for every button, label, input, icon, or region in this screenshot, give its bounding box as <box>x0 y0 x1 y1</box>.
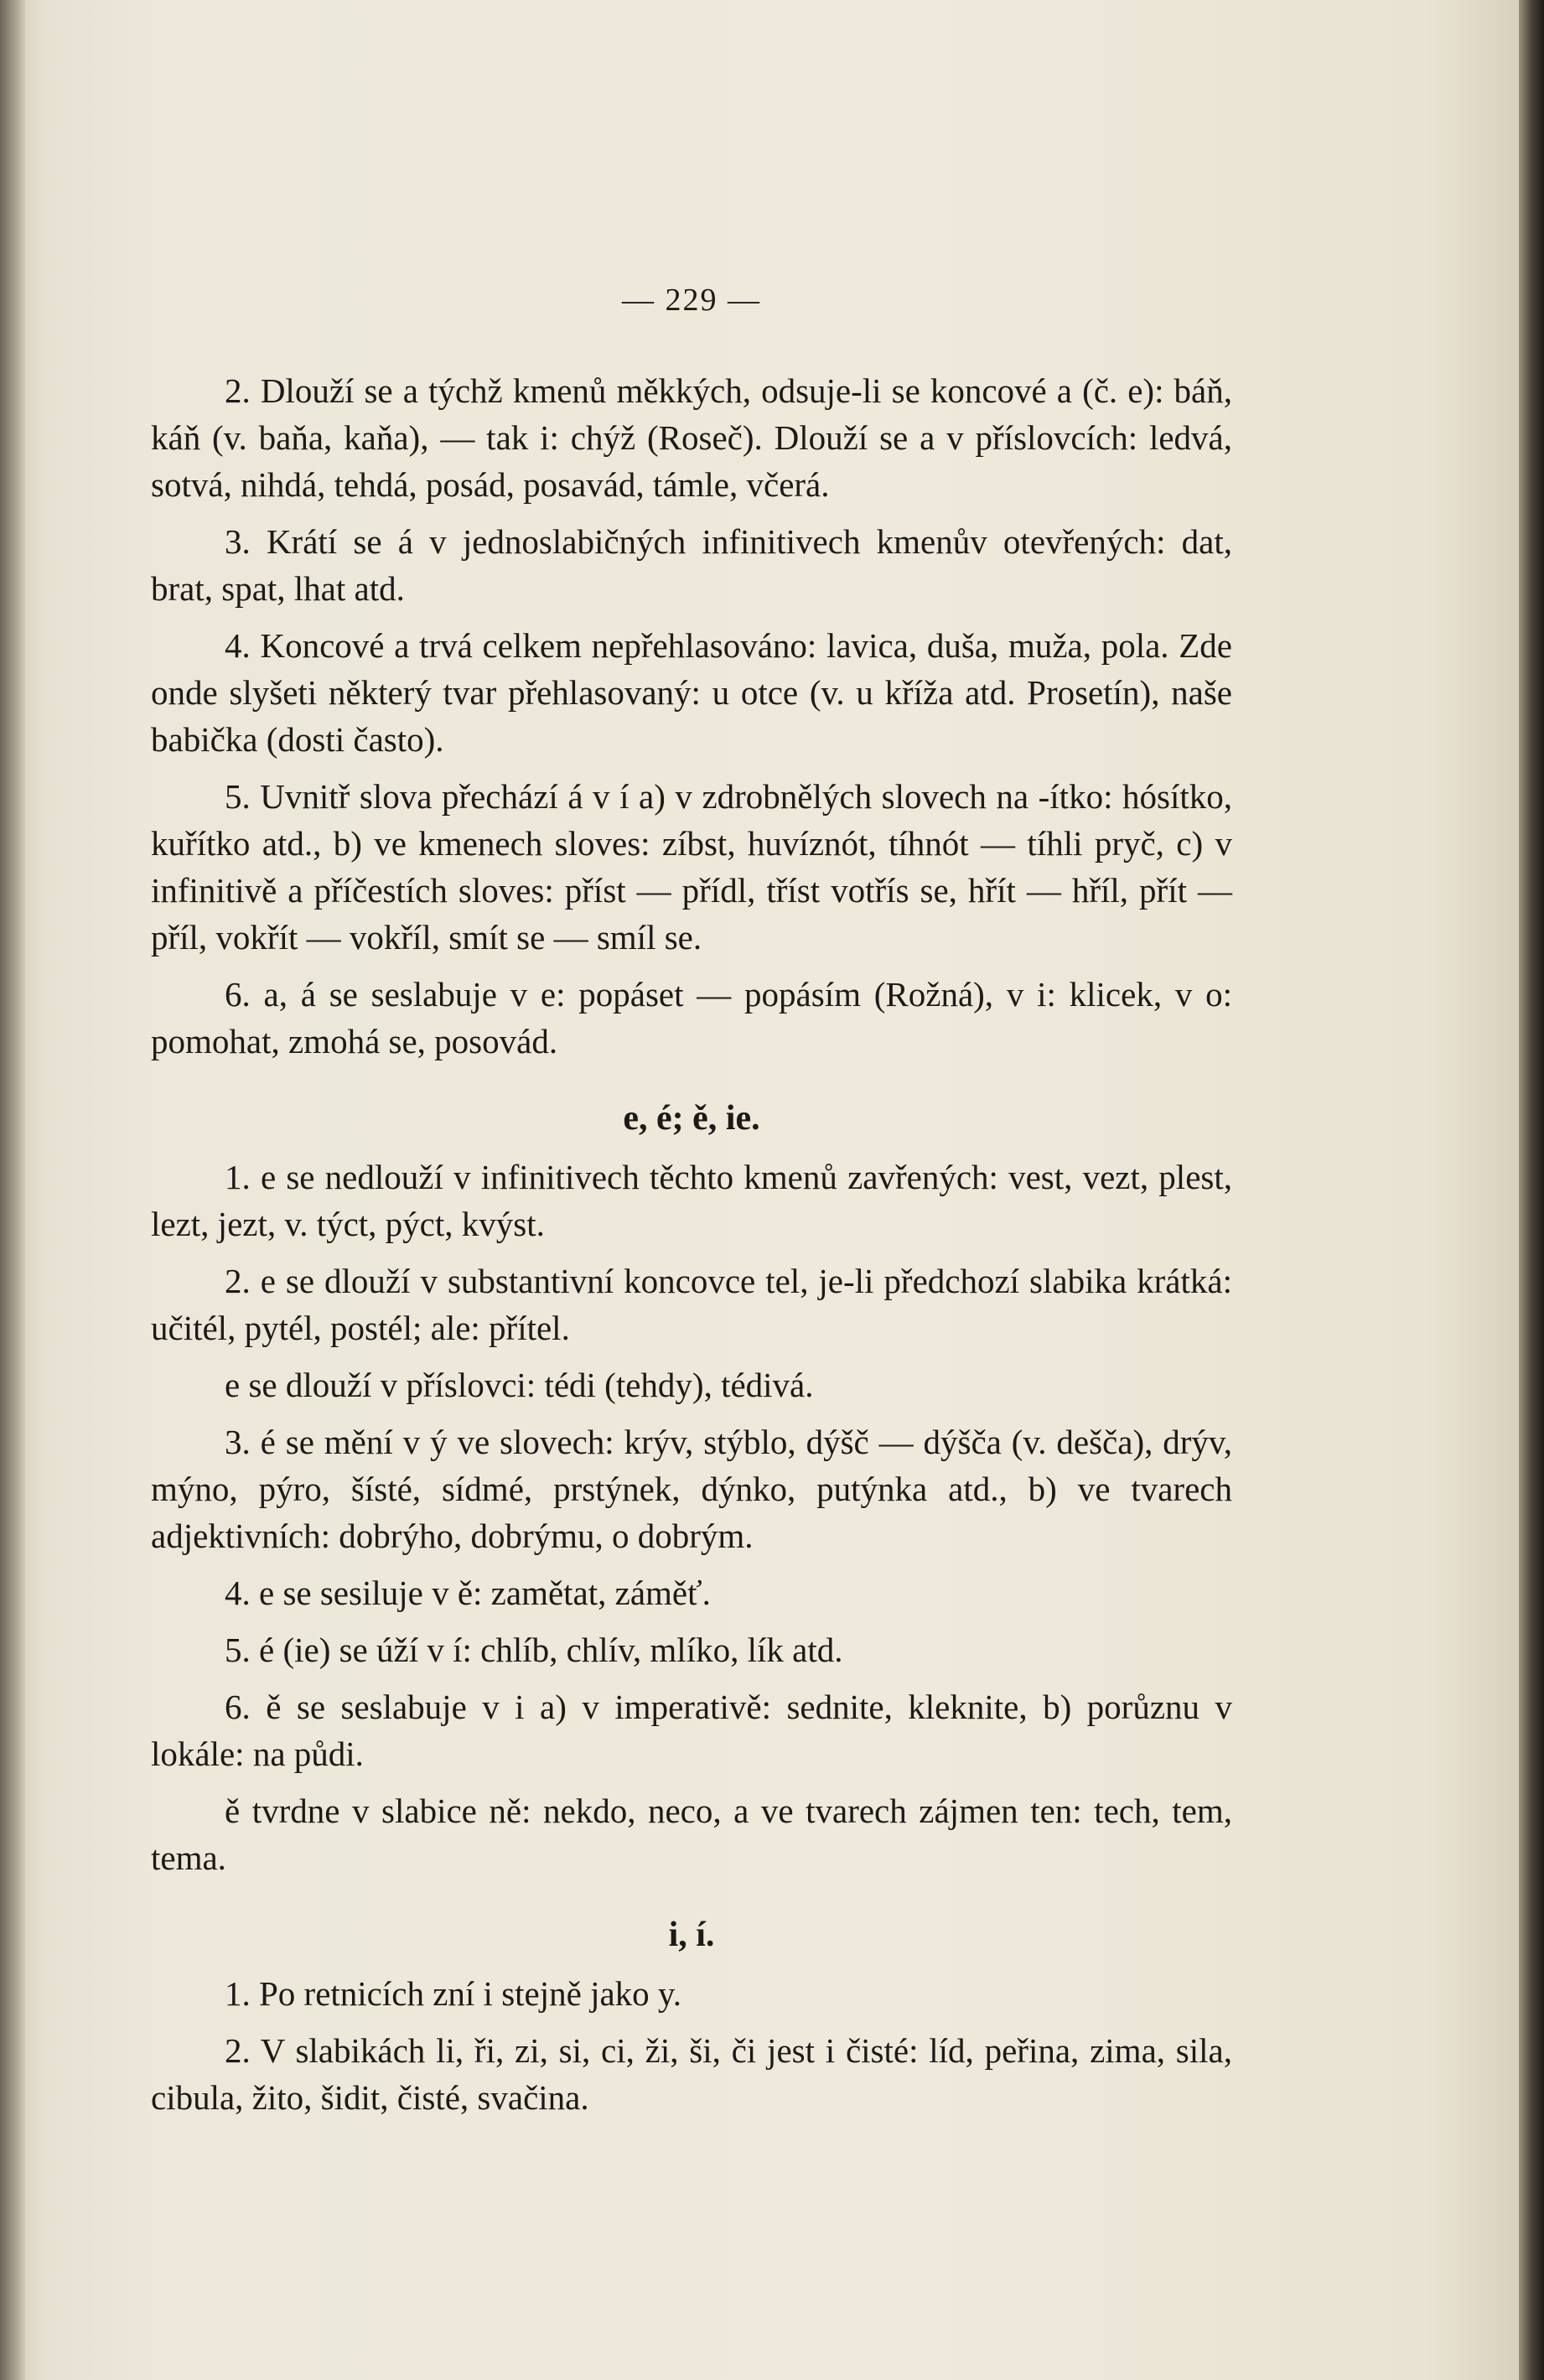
paragraph-e-5: 5. é (ie) se úží v í: chlíb, chlív, mlíko, lík atd. <box>225 1631 843 1669</box>
paragraph-a-6: 6. a, á se seslabuje v e: popáset — popásím (Rožná), v i: klicek, v o: pomohat, zmohá se, posovád. <box>151 975 1232 1060</box>
paragraph-e-6: 6. ě se seslabuje v i a) v imperativě: sednite, kleknite, b) porůznu v lokále: na půdi. <box>151 1688 1232 1773</box>
paragraph-e-2: 2. e se dlouží v substantivní koncovce tel, je-li předchozí slabika krátká: učitél, pytél, postél; ale: přítel. <box>151 1262 1232 1347</box>
section-a <box>151 367 1232 1065</box>
section-i <box>151 1911 1232 2121</box>
page-binding <box>0 0 25 2380</box>
paragraph-i-1: 1. Po retnicích zní i stejně jako y. <box>225 1974 682 2013</box>
paragraph-e-1: 1. e se nedlouží v infinitivech těchto kmenů zavřených: vest, vezt, plest, lezt, jezt, v. týct, pýct, kvýst. <box>151 1158 1232 1243</box>
section-heading-e: e, é; ě, ie. <box>623 1099 760 1138</box>
page-text <box>151 277 1232 2131</box>
paragraph-e-3: 3. é se mění v ý ve slovech: krýv, stýblo, dýšč — dýšča (v. dešča), drýv, mýno, pýro, šísté, sídmé, prstýnek, dýnko, putýnka atd., b) ve tvarech adjektivních: dobrýho, dobrýmu, o dobrým. <box>151 1423 1232 1555</box>
section-e <box>151 1095 1232 1881</box>
paragraph-e-7: ě tvrdne v slabice ně: nekdo, neco, a ve tvarech zájmen ten: tech, tem, tema. <box>151 1791 1232 1877</box>
paragraph-e-4: 4. e se sesiluje v ě: zamětat, záměť. <box>225 1574 711 1612</box>
paragraph-a-3: 3. Krátí se á v jednoslabičných infinitivech kmenův otevřených: dat, brat, spat, lhat atd. <box>151 522 1232 608</box>
section-heading-i: i, í. <box>668 1916 715 1954</box>
paragraph-a-2: 2. Dlouží se a týchž kmenů měkkých, odsuje-li se koncové a (č. e): báň, káň (v. baňa, kaňa), — tak i: chýž (Roseč). Dlouží se a v příslovcích: ledvá, sotvá, nihdá, tehdá, posád, posavád, támle, včerá. <box>151 371 1232 504</box>
page-edge <box>1519 0 1544 2380</box>
paragraph-a-5: 5. Uvnitř slova přechází á v í a) v zdrobnělých slovech na -ítko: hósítko, kuřítko atd., b) ve kmenech sloves: zíbst, huvíznót, tíhnót — tíhli pryč, c) v infinitivě a příčestích sloves: příst — přídl, tříst votřís se, hřít — hříl, přít — příl, vokřít — vokříl, smít se — smíl se. <box>151 777 1232 957</box>
paragraph-e-2b: e se dlouží v příslovci: tédi (tehdy), tédivá. <box>225 1366 814 1404</box>
page-number: — 229 — <box>622 283 761 318</box>
paragraph-a-4: 4. Koncové a trvá celkem nepřehlasováno: lavica, duša, muža, pola. Zde onde slyšeti některý tvar přehlasovaný: u otce (v. u kříža atd. Prosetín), naše babička (dosti často). <box>151 626 1232 759</box>
paragraph-i-2: 2. V slabikách li, ři, zi, si, ci, ži, ši, či jest i čisté: líd, peřina, zima, sila, cibula, žito, šidit, čisté, svačina. <box>151 2031 1232 2117</box>
